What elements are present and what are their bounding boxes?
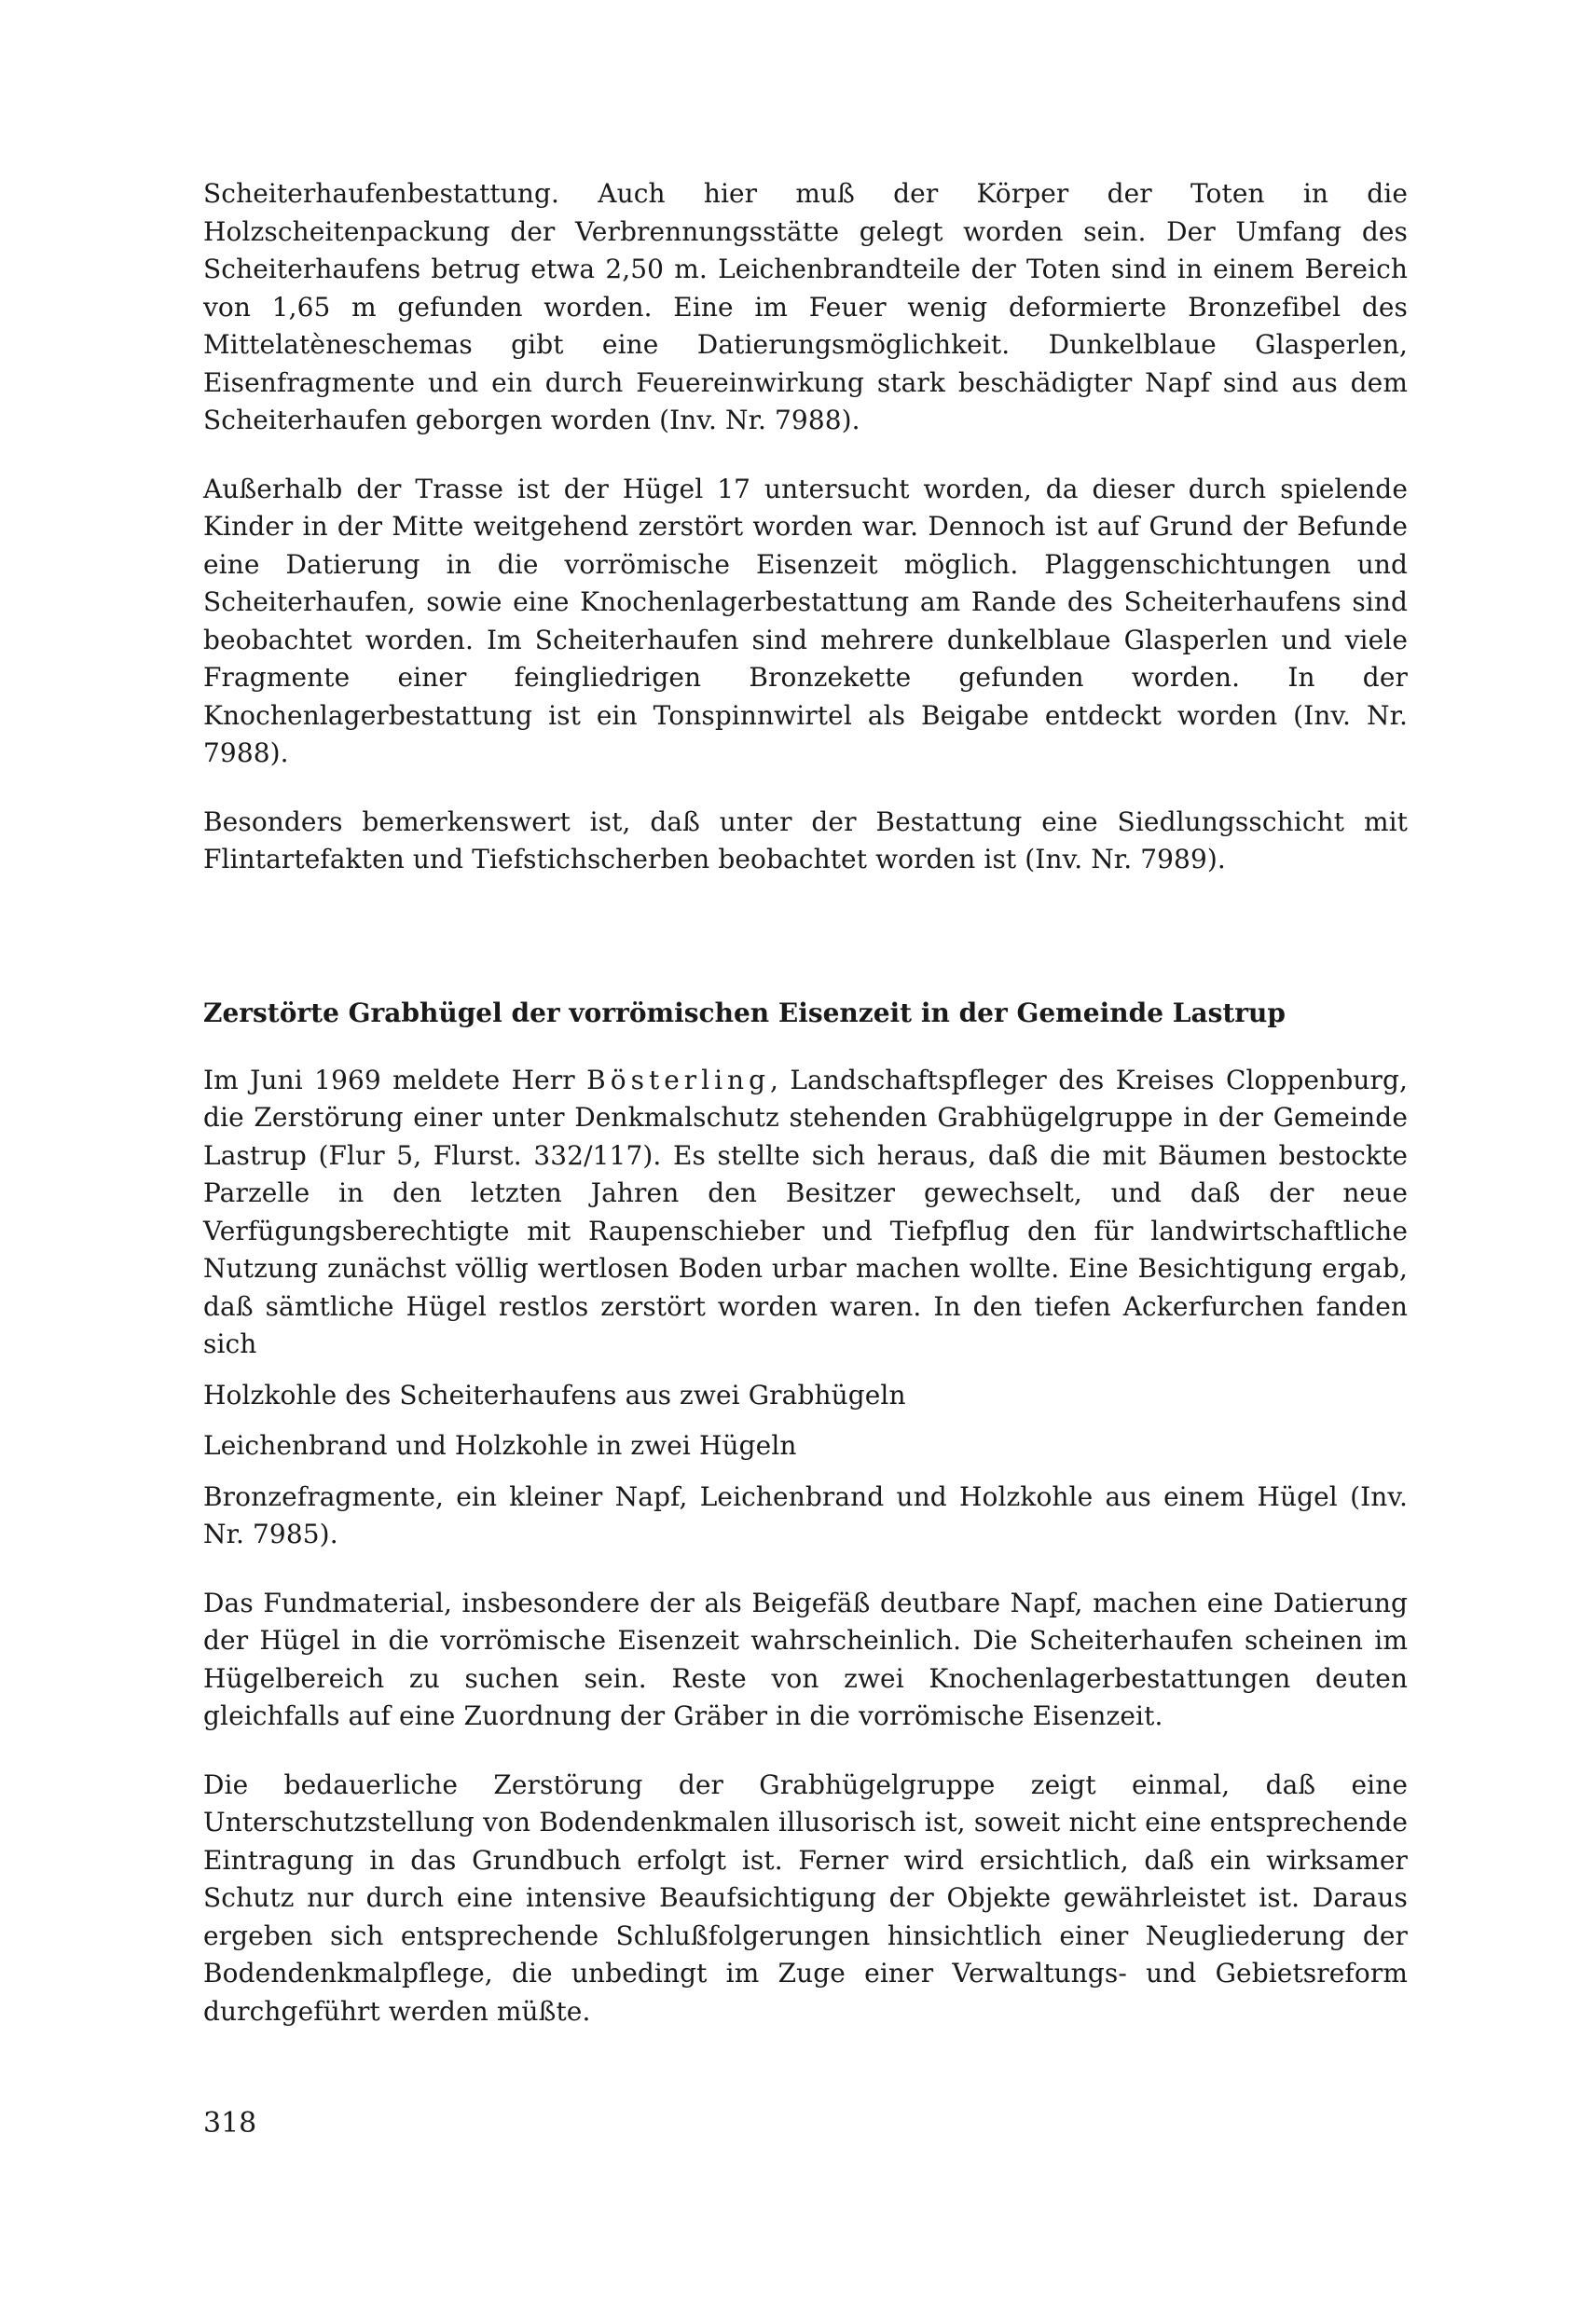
paragraph-report-1969: [203, 1062, 1408, 1364]
person-name: Bösterling: [586, 1064, 771, 1095]
page-number: 318: [203, 2107, 257, 2140]
paragraph-settlement-layer: Besonders bemerkenswert ist, daß unter der Bestattung eine Siedlungsschicht mit Flintartefakten und Tiefstichscherben beobachtet worden ist (Inv. Nr. 7989).: [203, 805, 1408, 874]
find-list-item: Bronzefragmente, ein kleiner Napf, Leichenbrand und Holzkohle aus einem Hügel (Inv. Nr. 7985).: [203, 1480, 1408, 1549]
paragraph-mound-17: Außerhalb der Trasse ist der Hügel 17 untersucht worden, da dieser durch spielende Kinder in der Mitte weitgehend zerstört worden war. Dennoch ist auf Grund der Befunde eine Datierung in die vorrömische Eisenzeit möglich. Plaggenschichtungen und Scheiterhaufen, sowie eine Knochenlagerbestattung am Rande des Scheiterhaufens sind beobachtet worden. Im Scheiterhaufen sind mehrere dunkelblaue Glasperlen und viele Fragmente einer feingliedrigen Bronzekette gefunden worden. In der Knochenlagerbestattung ist ein Tonspinnwirtel als Beigabe entdeckt worden (Inv. Nr. 7988).: [203, 473, 1408, 768]
paragraph-dating: Das Fundmaterial, insbesondere der als Beigefäß deutbare Napf, machen eine Datierung der Hügel in die vorrömische Eisenzeit wahrscheinlich. Die Scheiterhaufen scheinen im Hügelbereich zu suchen sein. Reste von zwei Knochenlagerbestattungen deuten gleichfalls auf eine Zuordnung der Gräber in die vorrömische Eisenzeit.: [203, 1587, 1408, 1731]
paragraph-cremation-pyre: Scheiterhaufenbestattung. Auch hier muß der Körper der Toten in die Holzscheitenpackung der Verbrennungsstätte gelegt worden sein. Der Umfang des Scheiterhaufens betrug etwa 2,50 m. Leichenbrandteile der Toten sind in einem Bereich von 1,65 m gefunden worden. Eine im Feuer wenig deformierte Bronzefibel des Mittelatèneschemas gibt eine Datierungsmöglichkeit. Dunkelblaue Glasperlen, Eisenfragmente und ein durch Feuereinwirkung stark beschädigter Napf sind aus dem Scheiterhaufen geborgen worden (Inv. Nr. 7988).: [203, 178, 1408, 435]
section-heading: Zerstörte Grabhügel der vorrömischen Eisenzeit in der Gemeinde Lastrup: [203, 997, 1286, 1028]
find-list-item: Holzkohle des Scheiterhaufens aus zwei Grabhügeln: [203, 1379, 906, 1411]
paragraph-conclusion: Die bedauerliche Zerstörung der Grabhügelgruppe zeigt einmal, daß eine Unterschutzstellung von Bodendenkmalen illusorisch ist, soweit nicht eine entsprechende Eintragung in das Grundbuch erfolgt ist. Ferner wird ersichtlich, daß ein wirksamer Schutz nur durch eine intensive Beaufsichtigung der Objekte gewährleistet ist. Daraus ergeben sich entsprechende Schlußfolgerungen hinsichtlich einer Neugliederung der Bodendenkmalpflege, die unbedingt im Zuge einer Verwaltungs- und Gebietsreform durchgeführt werden müßte.: [203, 1768, 1408, 2027]
report-text-start: Im Juni 1969 meldete Herr: [203, 1064, 587, 1095]
find-list-item: Leichenbrand und Holzkohle in zwei Hügeln: [203, 1430, 797, 1461]
report-text-end: , Landschaftspfleger des Kreises Cloppenburg, die Zerstörung einer unter Denkmalschutz stehenden Grabhügelgruppe in der Gemeinde Lastrup (Flur 5, Flurst. 332/117). Es stellte sich heraus, daß die mit Bäumen bestockte Parzelle in den letzten Jahren den Besitzer gewechselt, und daß der neue Verfügungsberechtigte mit Raupenschieber und Tiefpflug den für landwirtschaftliche Nutzung zunächst völlig wertlosen Boden urbar machen wollte. Eine Besichtigung ergab, daß sämtliche Hügel restlos zerstört worden waren. In den tiefen Ackerfurchen fanden sich: [203, 1064, 1408, 1359]
page-body: [203, 175, 1408, 2030]
